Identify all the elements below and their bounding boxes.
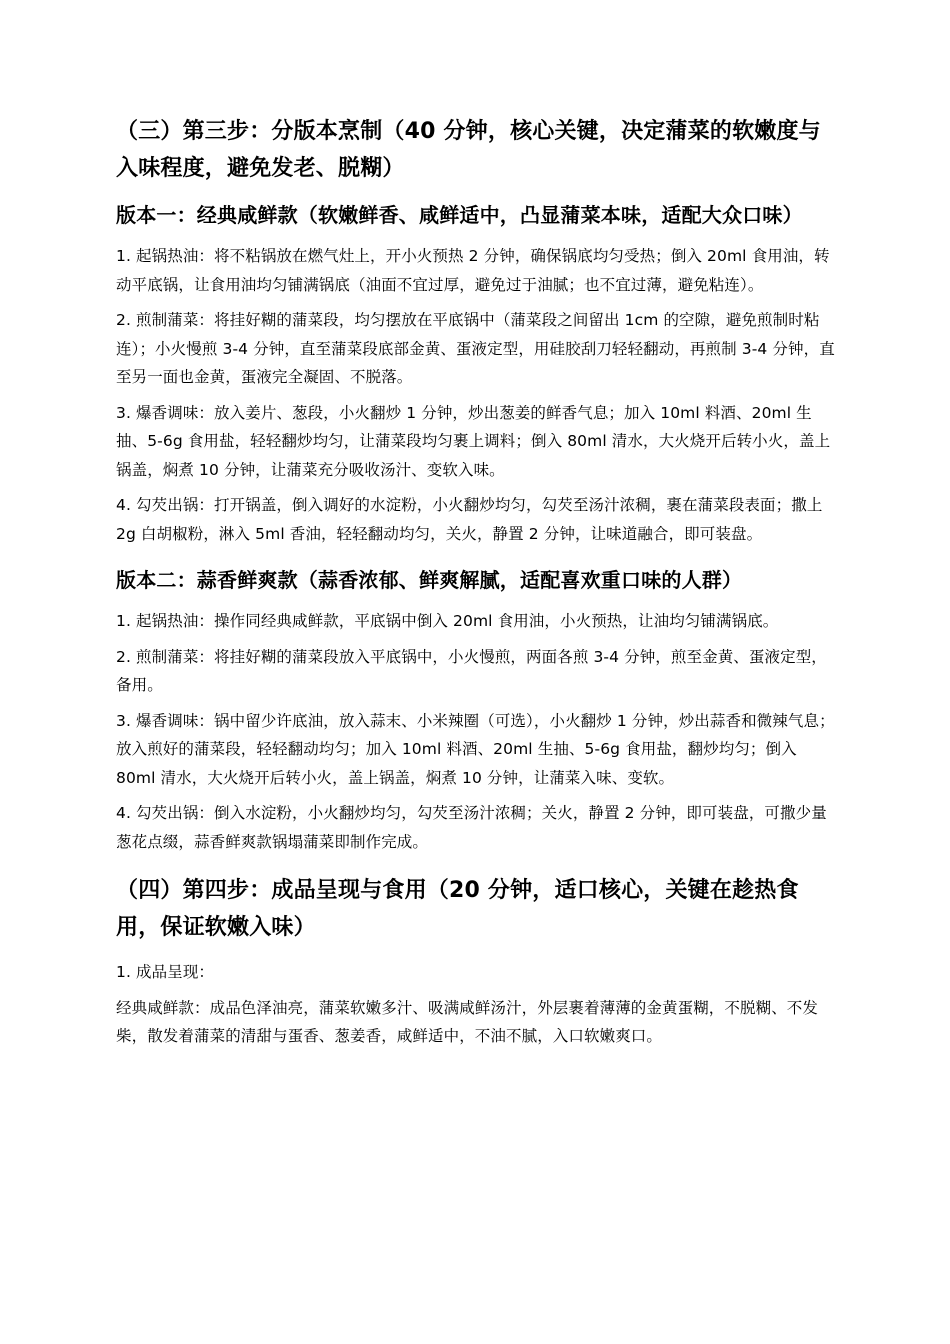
version2-step-2: 2. 煎制蒲菜：将挂好糊的蒲菜段放入平底锅中，小火慢煎，两面各煎 3-4 分钟，煎至金黄、蛋液定型，备用。: [116, 647, 827, 694]
version2-heading: 版本二：蒜香鲜爽款（蒜香浓郁、鲜爽解腻，适配喜欢重口味的人群）: [116, 568, 743, 592]
section3-heading: （三）第三步：分版本烹制（40 分钟，核心关键，决定蒲菜的软嫩度与入味程度，避免发老、脱糊）: [116, 119, 821, 181]
version1-step-1: 1. 起锅热油：将不粘锅放在燃气灶上，开小火预热 2 分钟，确保锅底均匀受热；倒入 20ml 食用油，转动平底锅，让食用油均匀铺满锅底（油面不宜过厚，避免过于油腻；也不宜过薄，避免粘连）。: [116, 247, 830, 294]
version2-step-3: 3. 爆香调味：锅中留少许底油，放入蒜末、小米辣圈（可选），小火翻炒 1 分钟，炒出蒜香和微辣气息；放入煎好的蒲菜段，轻轻翻动均匀；加入 10ml 料酒、20ml 生抽、5-6g 食用盐，翻炒均匀；倒入 80ml 清水，大火烧开后转小火，盖上锅盖，焖煮 10 分钟，让蒲菜入味、变软。: [116, 711, 835, 787]
section4-heading: （四）第四步：成品呈现与食用（20 分钟，适口核心，关键在趁热食用，保证软嫩入味）: [116, 878, 799, 940]
section4-subheading: 1. 成品呈现：: [116, 963, 215, 981]
version1-step-3: 3. 爆香调味：放入姜片、葱段，小火翻炒 1 分钟，炒出葱姜的鲜香气息；加入 10ml 料酒、20ml 生抽、5-6g 食用盐，轻轻翻炒均匀，让蒲菜段均匀裹上调料；倒入 80ml 清水，大火烧开后转小火，盖上锅盖，焖煮 10 分钟，让蒲菜充分吸收汤汁、变软入味。: [116, 403, 831, 479]
classic-description: 经典咸鲜款：成品色泽油亮，蒲菜软嫩多汁、吸满咸鲜汤汁，外层裹着薄薄的金黄蛋糊，不脱糊、不发柴，散发着蒲菜的清甜与蛋香、葱姜香，咸鲜适中，不油不腻，入口软嫩爽口。: [116, 998, 819, 1045]
version1-step-4: 4. 勾芡出锅：打开锅盖，倒入调好的水淀粉，小火翻炒均匀，勾芡至汤汁浓稠，裹在蒲菜段表面；撒上 2g 白胡椒粉，淋入 5ml 香油，轻轻翻动均匀，关火，静置 2 分钟，让味道融合，即可装盘。: [116, 496, 823, 543]
version2-step-1: 1. 起锅热油：操作同经典咸鲜款，平底锅中倒入 20ml 食用油，小火预热，让油均匀铺满锅底。: [116, 612, 779, 630]
version2-step-4: 4. 勾芡出锅：倒入水淀粉，小火翻炒均匀，勾芡至汤汁浓稠；关火，静置 2 分钟，即可装盘，可撒少量葱花点缀，蒜香鲜爽款锅塌蒲菜即制作完成。: [116, 804, 827, 851]
version1-heading: 版本一：经典咸鲜款（软嫩鲜香、咸鲜适中，凸显蒲菜本味，适配大众口味）: [116, 203, 803, 227]
version1-step-2: 2. 煎制蒲菜：将挂好糊的蒲菜段，均匀摆放在平底锅中（蒲菜段之间留出 1cm 的空隙，避免煎制时粘连）；小火慢煎 3-4 分钟，直至蒲菜段底部金黄、蛋液定型，用硅胶刮刀轻轻翻动，再煎制 3-4 分钟，直至另一面也金黄，蛋液完全凝固、不脱落。: [116, 311, 835, 386]
